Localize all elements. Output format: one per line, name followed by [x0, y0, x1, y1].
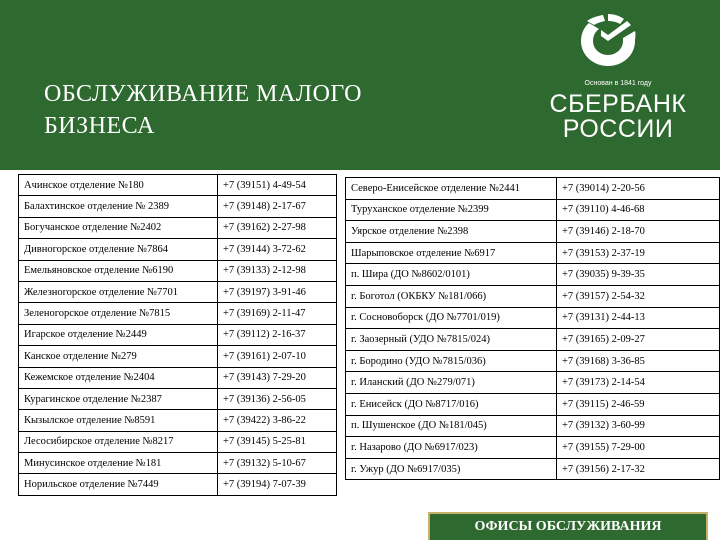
office-phone-cell: +7 (39145) 5-25-81 — [218, 431, 337, 452]
table-row — [346, 242, 720, 264]
brand-line-2: РОССИИ — [562, 115, 674, 143]
page-title-line-1: ОБСЛУЖИВАНИЕ МАЛОГО — [44, 81, 363, 107]
table-row — [19, 388, 337, 409]
office-phone-cell: +7 (39165) 2-09-27 — [557, 329, 720, 351]
table-row — [19, 346, 337, 367]
office-phone-cell: +7 (39110) 4-46-68 — [557, 199, 720, 221]
office-phone-cell: +7 (39146) 2-18-70 — [557, 221, 720, 243]
office-name-cell: Северо-Енисейское отделение №2441 — [346, 178, 557, 200]
table-row — [19, 367, 337, 388]
office-phone-cell: +7 (39155) 7-29-00 — [557, 437, 720, 459]
table-row — [19, 239, 337, 260]
table-row — [19, 175, 337, 196]
office-name-cell: г. Боготол (ОКБКУ №181/066) — [346, 285, 557, 307]
office-name-cell: Норильское отделение №7449 — [19, 474, 218, 495]
office-phone-cell: +7 (39143) 7-29-20 — [218, 367, 337, 388]
founded-caption: Основан в 1841 году — [584, 80, 652, 87]
office-phone-cell: +7 (39157) 2-54-32 — [557, 285, 720, 307]
office-name-cell: Емельяновское отделение №6190 — [19, 260, 218, 281]
office-name-cell: Богучанское отделение №2402 — [19, 217, 218, 238]
table-row — [346, 221, 720, 243]
office-name-cell: г. Бородино (УДО №7815/036) — [346, 350, 557, 372]
office-name-cell: Курагинское отделение №2387 — [19, 388, 218, 409]
offices-table-right — [345, 177, 720, 480]
office-phone-cell: +7 (39148) 2-17-67 — [218, 196, 337, 217]
table-row — [346, 307, 720, 329]
office-name-cell: Балахтинское отделение № 2389 — [19, 196, 218, 217]
office-phone-cell: +7 (39173) 2-14-54 — [557, 372, 720, 394]
service-offices-button[interactable]: ОФИСЫ ОБСЛУЖИВАНИЯ — [428, 512, 708, 540]
office-phone-cell: +7 (39169) 2-11-47 — [218, 303, 337, 324]
office-name-cell: Кежемское отделение №2404 — [19, 367, 218, 388]
table-row — [19, 303, 337, 324]
table-row — [346, 458, 720, 480]
office-phone-cell: +7 (39161) 2-07-10 — [218, 346, 337, 367]
office-name-cell: Зеленогорское отделение №7815 — [19, 303, 218, 324]
office-name-cell: Железногорское отделение №7701 — [19, 281, 218, 302]
office-name-cell: Ачинское отделение №180 — [19, 175, 218, 196]
office-name-cell: г. Заозерный (УДО №7815/024) — [346, 329, 557, 351]
table-row — [19, 196, 337, 217]
table-row — [19, 410, 337, 431]
table-row — [19, 474, 337, 495]
page-title — [44, 78, 474, 142]
office-name-cell: Канское отделение №279 — [19, 346, 218, 367]
office-name-cell: г. Сосновоборск (ДО №7701/019) — [346, 307, 557, 329]
offices-table-left — [18, 174, 337, 496]
office-phone-cell: +7 (39115) 2-46-59 — [557, 393, 720, 415]
table-row — [346, 178, 720, 200]
table-row — [346, 264, 720, 286]
office-name-cell: Кызылское отделение №8591 — [19, 410, 218, 431]
office-name-cell: Уярское отделение №2398 — [346, 221, 557, 243]
table-row — [19, 260, 337, 281]
header-banner — [0, 0, 720, 170]
sberbank-logo-icon — [577, 14, 639, 68]
office-phone-cell: +7 (39168) 3-36-85 — [557, 350, 720, 372]
office-phone-cell: +7 (39422) 3-86-22 — [218, 410, 337, 431]
office-name-cell: Туруханское отделение №2399 — [346, 199, 557, 221]
brand-name — [548, 92, 688, 142]
office-phone-cell: +7 (39133) 2-12-98 — [218, 260, 337, 281]
office-phone-cell: +7 (39132) 5-10-67 — [218, 453, 337, 474]
table-row — [346, 372, 720, 394]
page-title-line-2: БИЗНЕСА — [44, 113, 155, 139]
office-name-cell: г. Иланский (ДО №279/071) — [346, 372, 557, 394]
office-name-cell: г. Енисейск (ДО №8717/016) — [346, 393, 557, 415]
office-name-cell: Игарское отделение №2449 — [19, 324, 218, 345]
table-row — [346, 393, 720, 415]
office-phone-cell: +7 (39136) 2-56-05 — [218, 388, 337, 409]
office-name-cell: г. Ужур (ДО №6917/035) — [346, 458, 557, 480]
office-phone-cell: +7 (39194) 7-07-39 — [218, 474, 337, 495]
table-row — [346, 350, 720, 372]
office-phone-cell: +7 (39112) 2-16-37 — [218, 324, 337, 345]
office-name-cell: Шарыповское отделение №6917 — [346, 242, 557, 264]
office-name-cell: г. Назарово (ДО №6917/023) — [346, 437, 557, 459]
office-phone-cell: +7 (39153) 2-37-19 — [557, 242, 720, 264]
office-phone-cell: +7 (39132) 3-60-99 — [557, 415, 720, 437]
office-phone-cell: +7 (39144) 3-72-62 — [218, 239, 337, 260]
table-row — [19, 324, 337, 345]
office-phone-cell: +7 (39162) 2-27-98 — [218, 217, 337, 238]
office-phone-cell: +7 (39197) 3-91-46 — [218, 281, 337, 302]
table-row — [346, 437, 720, 459]
office-name-cell: п. Шушенское (ДО №181/045) — [346, 415, 557, 437]
table-row — [19, 431, 337, 452]
office-phone-cell: +7 (39035) 9-39-35 — [557, 264, 720, 286]
office-phone-cell: +7 (39131) 2-44-13 — [557, 307, 720, 329]
table-row — [346, 199, 720, 221]
office-name-cell: Минусинское отделение №181 — [19, 453, 218, 474]
table-row — [19, 453, 337, 474]
table-row — [346, 285, 720, 307]
office-name-cell: Дивногорское отделение №7864 — [19, 239, 218, 260]
office-name-cell: п. Шира (ДО №8602/0101) — [346, 264, 557, 286]
table-row — [346, 415, 720, 437]
office-phone-cell: +7 (39014) 2-20-56 — [557, 178, 720, 200]
table-row — [19, 217, 337, 238]
table-row — [19, 281, 337, 302]
office-phone-cell: +7 (39151) 4-49-54 — [218, 175, 337, 196]
brand-line-1: СБЕРБАНК — [549, 90, 687, 118]
table-row — [346, 329, 720, 351]
office-name-cell: Лесосибирское отделение №8217 — [19, 431, 218, 452]
office-phone-cell: +7 (39156) 2-17-32 — [557, 458, 720, 480]
